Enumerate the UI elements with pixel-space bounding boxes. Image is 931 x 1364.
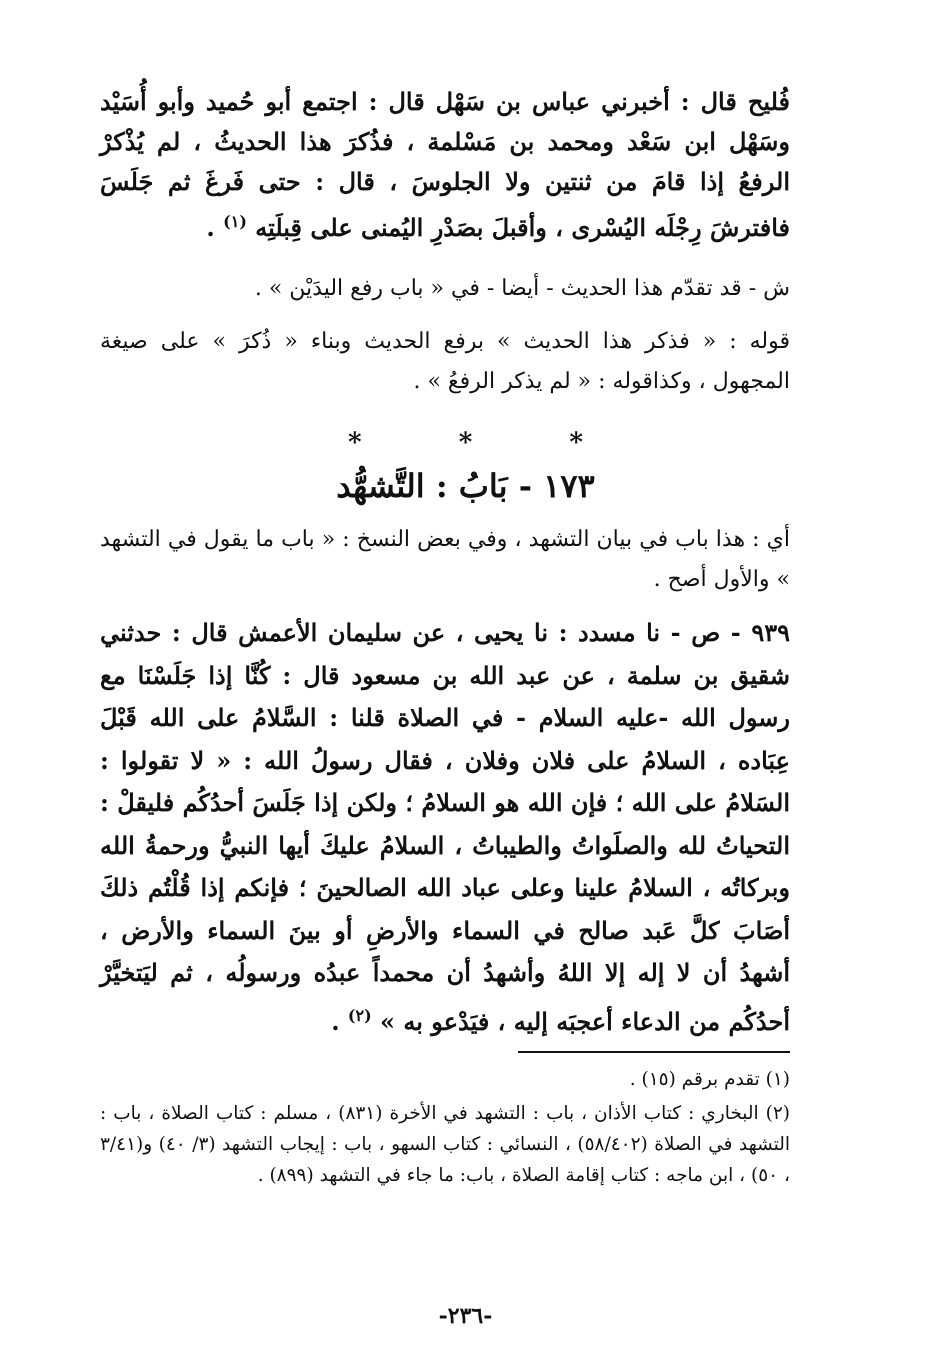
footnote-ref-2: (٢): [347, 1005, 372, 1025]
commentary-paragraph-1: ش - قد تقدّم هذا الحديث - أيضا - في « باب رفع اليدَيْن » .: [254, 276, 790, 301]
commentary-paragraph-2: قوله : « فذكر هذا الحديث » برفع الحديث وبناء « ذُكرَ » على صيغة المجهول ، وكذاقوله : « لم يذكر الرفعُ » .: [100, 329, 790, 394]
page-number: -٢٣٦-: [438, 1303, 493, 1329]
chapter-note-paragraph: أي : هذا باب في بيان التشهد ، وفي بعض النسخ : « باب ما يقول في التشهد » والأول أصح .: [100, 527, 790, 592]
hadith-939-tail: .: [331, 1006, 348, 1036]
hadith-939-paragraph: [100, 612, 790, 1043]
hadith-continuation-paragraph: [100, 82, 790, 248]
chapter-heading: ١٧٣ - بَابُ : التَّشهُّد: [336, 467, 595, 505]
hadith-continuation-text: فُليح قال : أخبرني عباس بن سَهْل قال : اجتمع أبو حُميد وأبو أُسَيْد وسَهْل ابن سَعْد ومحمد بن مَسْلمة ، فذُكرَ هذا الحديثُ ، لم يُذْكرْ الرفعُ إذا قامَ من ثنتين ولا الجلوسَ ، قال : حتى فَرغَ ثم جَلَسَ فافترشَ رِجْلَه اليُسْرى ، وأقبلَ بصَدْرِ اليُمنى على قِبلَتِه: [100, 87, 790, 242]
footnote-ref-1: (١): [223, 212, 247, 231]
section-separator: * * *: [348, 428, 627, 458]
footnote-divider: [518, 1051, 790, 1053]
hadith-939-text: ٩٣٩ - ص - نا مسدد : نا يحيى ، عن سليمان الأعمش قال : حدثني شقيق بن سلمة ، عن عبد الله بن مسعود قال : كُنَّا إذا جَلَسْنَا مع رسول الله -عليه السلام - في الصلاة قلنا : السَّلامُ على الله قَبْلَ عِبَاده ، السلامُ على فلان وفلان ، فقال رسولُ الله : « لا تقولوا : السَلامُ على الله ؛ فإن الله هو السلامُ ؛ ولكن إذا جَلَسَ أحدُكُم فليقلْ : التحياتُ لله والصلَواتُ والطيباتُ ، السلامُ عليكَ أيها النبيُّ ورحمةُ الله وبركاتُه ، السلامُ علينا وعلى عباد الله الصالحينَ ؛ فإنكم إذا قُلْتُم ذلكَ أصَابَ كلَّ عَبد صالح في السماء والأرضِ أو بينَ السماء والأرض ، أشهدُ أن لا إله إلا اللهُ وأشهدُ أن محمداً عبدُه ورسولُه ، ثم ليَتخيَّرْ أحدُكُم من الدعاء أعجبَه إليه ، فيَدْعو به »: [100, 618, 790, 1036]
hadith-continuation-tail: .: [206, 213, 224, 242]
footnote-1: (١) تقدم برقم (١٥) .: [629, 1069, 790, 1090]
footnote-2: (٢) البخاري : كتاب الأذان ، باب : التشهد في الأخرة (٨٣١) ، مسلم : كتاب الصلاة ، باب : التشهد في الصلاة (٥٨/٤٠٢) ، النسائي : كتاب السهو ، باب : إيجاب التشهد (٣/ ٤٠) و(٣/٤١ ، ٥٠) ، ابن ماجه : كتاب إقامة الصلاة ، باب: ما جاء في التشهد (٨٩٩) .: [100, 1103, 791, 1186]
